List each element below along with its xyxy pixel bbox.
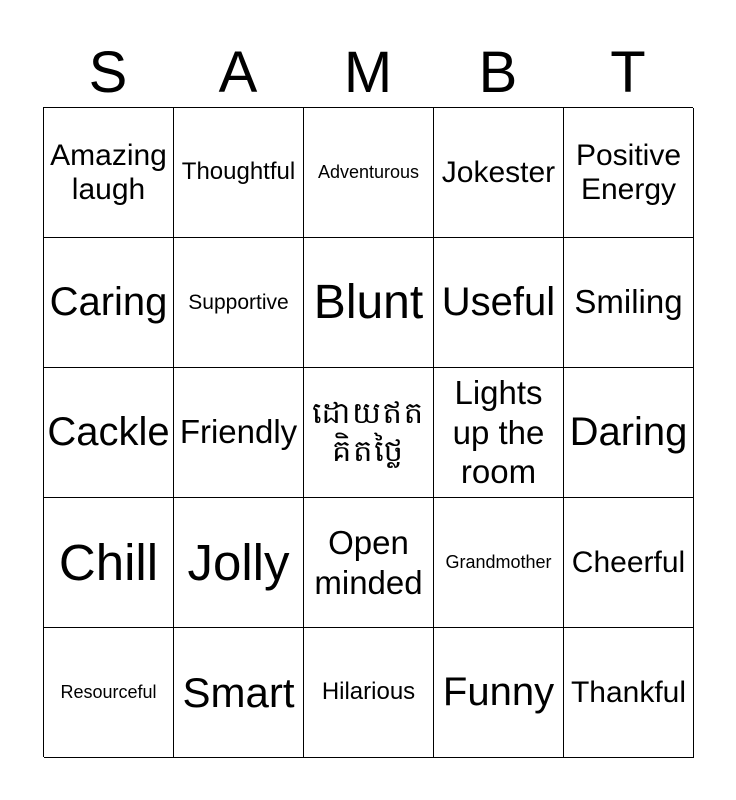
bingo-board bbox=[43, 107, 693, 757]
header-letter-m: M bbox=[343, 40, 393, 105]
bingo-cell[interactable]: Chill bbox=[44, 498, 174, 628]
header-letter-s: S bbox=[88, 40, 128, 105]
bingo-cell[interactable]: Hilarious bbox=[304, 628, 434, 758]
bingo-cell[interactable]: Thankful bbox=[564, 628, 694, 758]
bingo-cell[interactable]: Resourceful bbox=[44, 628, 174, 758]
bingo-header bbox=[43, 38, 693, 108]
bingo-cell[interactable]: Cackle bbox=[44, 368, 174, 498]
bingo-cell[interactable]: Grandmother bbox=[434, 498, 564, 628]
bingo-cell[interactable]: Caring bbox=[44, 238, 174, 368]
bingo-cell[interactable]: Friendly bbox=[174, 368, 304, 498]
bingo-cell[interactable]: Smart bbox=[174, 628, 304, 758]
bingo-cell[interactable]: Positive Energy bbox=[564, 108, 694, 238]
header-letter-b: B bbox=[478, 40, 518, 105]
bingo-cell[interactable]: Blunt bbox=[304, 238, 434, 368]
bingo-cell[interactable]: Lights up the room bbox=[434, 368, 564, 498]
bingo-cell[interactable]: Cheerful bbox=[564, 498, 694, 628]
header-letter-t: T bbox=[610, 40, 646, 105]
bingo-cell[interactable]: Supportive bbox=[174, 238, 304, 368]
bingo-cell[interactable]: Smiling bbox=[564, 238, 694, 368]
bingo-cell[interactable]: Useful bbox=[434, 238, 564, 368]
bingo-cell[interactable]: Amazing laugh bbox=[44, 108, 174, 238]
bingo-cell[interactable]: Daring bbox=[564, 368, 694, 498]
bingo-cell[interactable]: Open minded bbox=[304, 498, 434, 628]
header-letter-a: A bbox=[218, 40, 258, 105]
bingo-cell[interactable]: Jokester bbox=[434, 108, 564, 238]
bingo-cell[interactable]: Jolly bbox=[174, 498, 304, 628]
bingo-cell[interactable]: Thoughtful bbox=[174, 108, 304, 238]
bingo-cell[interactable]: Funny bbox=[434, 628, 564, 758]
bingo-cell[interactable]: ដោយឥតគិតថ្លៃ bbox=[304, 368, 434, 498]
bingo-cell[interactable]: Adventurous bbox=[304, 108, 434, 238]
